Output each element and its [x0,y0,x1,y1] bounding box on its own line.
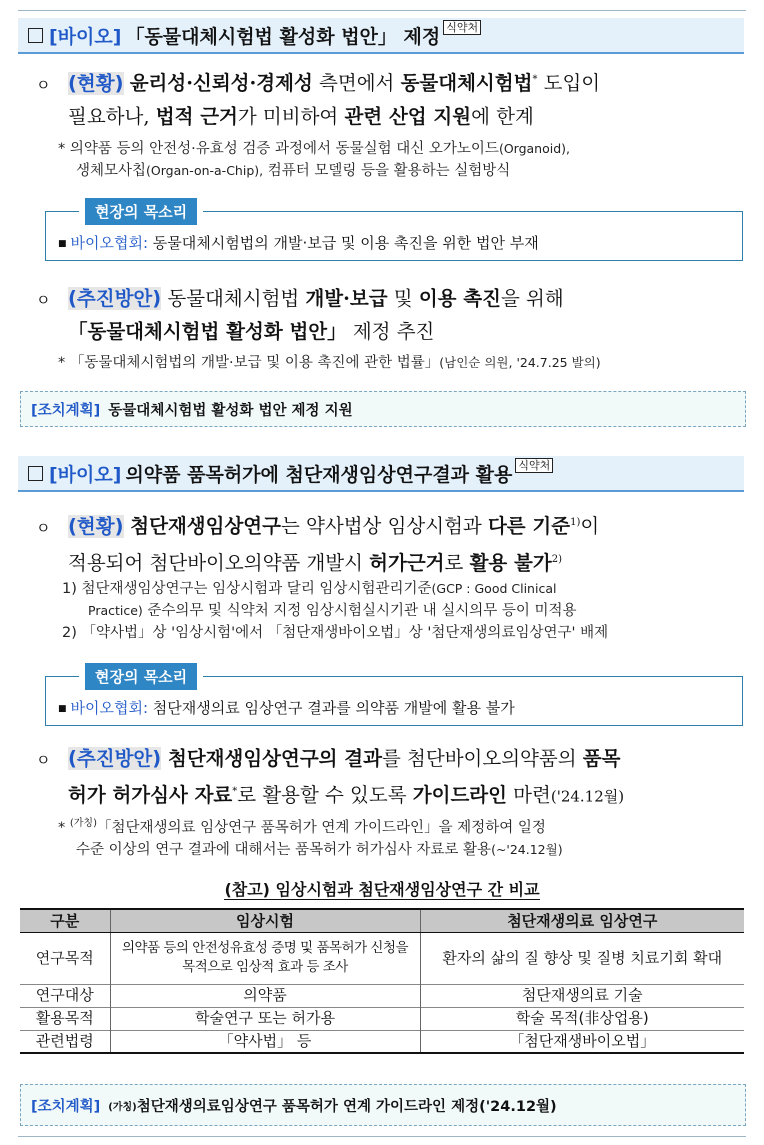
status-label: (현황) [68,71,124,95]
table-cell: 연구대상 [20,984,110,1007]
footnote-text: 컴퓨터 모델링 등을 활용하는 실험방식 [263,163,511,179]
body-text: 를 첨단바이오의약품의 [381,747,583,770]
plan-label: (추진방안) [68,747,162,770]
section-2-action-plan [20,1084,746,1126]
status-label: (현황) [68,514,124,538]
section-2-category: [바이오] [49,463,122,486]
section-1-footnote [58,138,570,182]
voice-content: 동물대체시험법의 개발·보급 및 이용 촉진을 위한 법안 부재 [148,234,539,252]
emphasis-text: 윤리성·신뢰성·경제성 [129,71,313,95]
table-header-row [20,909,744,932]
table-header-cell: 임상시험 [110,909,420,932]
emphasis-text: 이용 촉진 [418,287,501,310]
body-text: 로 [444,551,470,574]
emphasis-text: 동물대체시험법 [400,71,533,95]
body-text: 는 약사법상 임상시험과 [281,514,488,538]
section-1-category: [바이오] [49,25,122,48]
bottom-rule [18,1136,746,1137]
body-text: 마련 [506,783,551,807]
section-2-status-bullet [36,507,748,578]
section-1-title: 「동물대체시험법 활성화 법안」 제정 [125,25,441,48]
footnote-mark: * [232,786,238,797]
bullet-circle-icon: ㅇ [36,518,51,537]
bullet-circle-icon: ㅇ [36,75,51,94]
checkbox-square-icon [28,28,43,43]
section-1-plan-bullet [36,283,748,347]
field-voice-tag: 현장의 목소리 [79,663,203,690]
table-cell: 「첨단재생바이오법」 [420,1030,744,1053]
table-cell: 의약품 등의 안전성유효성 증명 및 품목허가 신청을 목적으로 임상적 효과 등 조사 [110,932,420,984]
footnote-text: (~'24.12월) [491,841,563,857]
footnote-text: 2) 「약사법」상 '임상시험'에서 「첨단재생바이오법」상 '첨단재생의료임상연구' 배제 [62,625,609,641]
section-2-guideline-footnote [58,813,563,861]
section-2-field-voice-box [45,668,743,726]
field-voice-text [58,232,539,253]
emphasis-text: 첨단재생임상연구의 결과 [161,747,382,770]
table-header-cell: 첨단재생의료 임상연구 [420,909,744,932]
emphasis-text: 첨단재생임상연구 [123,514,281,538]
emphasis-text: 법적 근거 [155,104,238,128]
section-1-status-bullet [36,64,748,132]
footnote-text: 「첨단재생의료 임상연구 품목허가 연계 가이드라인」을 제정하여 일정 [96,819,546,836]
table-row [20,932,744,984]
footnote-text: Practice) [88,603,143,618]
body-text: 에 한계 [471,104,534,128]
section-1-agency-badge: 식약처 [443,20,481,35]
reference-title-text: (참고) 임상시험과 첨단재생임상연구 간 비교 [224,880,540,899]
footnote-mark: 2) [551,553,562,565]
emphasis-text: 다른 기준 [487,514,571,538]
emphasis-text: 품목 [582,747,621,770]
table-cell: 연구목적 [20,932,110,984]
organization-name: 바이오협회: [70,699,149,717]
field-voice-text [58,697,515,718]
footnote-text: 1) 첨단재생임상연구는 임상시험과 달리 임상시험관리기준 [62,581,432,597]
organization-name: 바이오협회: [70,234,149,252]
footnote-text: 생체모사칩 [76,163,147,179]
body-text: 로 활용할 수 있도록 [237,783,413,807]
body-text: 및 [387,287,419,310]
top-rule [18,10,746,11]
table-row [20,1030,744,1053]
body-text: 가 미비하여 [237,104,345,128]
section-2-agency-badge: 식약처 [515,458,553,473]
body-text: 동물대체시험법 [161,287,306,310]
section-1-field-voice-box [45,203,743,261]
section-2-footnotes [62,578,608,644]
action-plan-tag: [조치계획] [31,402,101,419]
section-1-action-plan [20,391,746,427]
emphasis-text: 허가근거 [369,551,445,574]
footnote-text: * [58,819,70,836]
emphasis-text: 개발·보급 [305,287,388,310]
emphasis-text: 가이드라인 [412,783,507,807]
table-cell: 환자의 삶의 질 향상 및 질병 치료기회 확대 [420,932,744,984]
table-header-cell: 구분 [20,909,110,932]
field-voice-tag: 현장의 목소리 [79,198,203,225]
footnote-text: * 「동물대체시험법의 개발·보급 및 이용 촉진에 관한 법률」 [58,355,440,371]
table-cell: 학술 목적(非상업용) [420,1007,744,1030]
action-plan-tag: [조치계획] [31,1098,101,1115]
square-bullet-icon: ■ [58,704,67,714]
reference-table-title [0,877,764,900]
table-cell: 의약품 [110,984,420,1007]
table-cell: 활용목적 [20,1007,110,1030]
footnote-mark: * [532,74,538,85]
table-cell: 「약사법」 등 [110,1030,420,1053]
footnote-text: (가칭) [69,818,97,829]
body-text: 을 위해 [500,287,564,310]
footnote-text: (남인순 의원, '24.7.25 발의) [439,355,601,370]
emphasis-text: 허가 허가심사 자료 [68,783,233,807]
footnote-text: (Organoid), [498,141,570,156]
footnote-mark: 1) [570,517,581,528]
action-plan-prefix: (가칭) [108,1101,137,1113]
emphasis-text: 활용 불가 [469,551,552,574]
table-row [20,984,744,1007]
footnote-text: (Organ-on-a-Chip), [146,163,264,178]
body-text: ('24.12월) [550,787,625,806]
voice-content: 첨단재생의료 임상연구 결과를 의약품 개발에 활용 불가 [148,699,515,717]
section-1-law-footnote [58,352,601,374]
body-text: 적용되어 첨단바이오의약품 개발시 [68,551,370,574]
section-2-title: 의약품 품목허가에 첨단재생임상연구결과 활용 [125,463,513,486]
body-text: 제정 추진 [346,320,435,343]
bullet-circle-icon: ㅇ [36,291,51,309]
section-1-heading [18,18,744,54]
table-cell: 학술연구 또는 허가용 [110,1007,420,1030]
action-plan-text: 첨단재생의료임상연구 품목허가 연계 가이드라인 제정('24.12월) [136,1098,557,1115]
footnote-text: 수준 이상의 연구 결과에 대해서는 품목허가 허가심사 자료로 활용 [76,841,492,858]
table-cell: 관련법령 [20,1030,110,1053]
checkbox-square-icon [28,466,43,481]
emphasis-text: 「동물대체시험법 활성화 법안」 [68,320,347,343]
section-2-heading [18,456,744,492]
action-plan-text: 동물대체시험법 활성화 법안 제정 지원 [108,402,353,419]
table-cell: 첨단재생의료 기술 [420,984,744,1007]
body-text: 도입이 [537,71,601,95]
body-text: 측면에서 [312,71,401,95]
footnote-text: * 의약품 등의 안전성·유효성 검증 과정에서 동물실험 대신 오가노이드 [58,141,499,157]
bullet-circle-icon: ㅇ [36,751,51,769]
footnote-text: (GCP : Good Clinical [431,581,557,596]
emphasis-text: 관련 산업 지원 [344,104,472,128]
body-text: 이 [580,514,600,538]
table-row [20,1007,744,1030]
section-2-plan-bullet [36,743,748,813]
comparison-table [20,908,744,1054]
square-bullet-icon: ■ [58,239,67,249]
footnote-text: 준수의무 및 식약처 지정 임상시험실시기관 내 실시의무 등이 미적용 [142,603,577,619]
body-text: 필요하나, [68,104,156,128]
plan-label: (추진방안) [68,287,162,310]
